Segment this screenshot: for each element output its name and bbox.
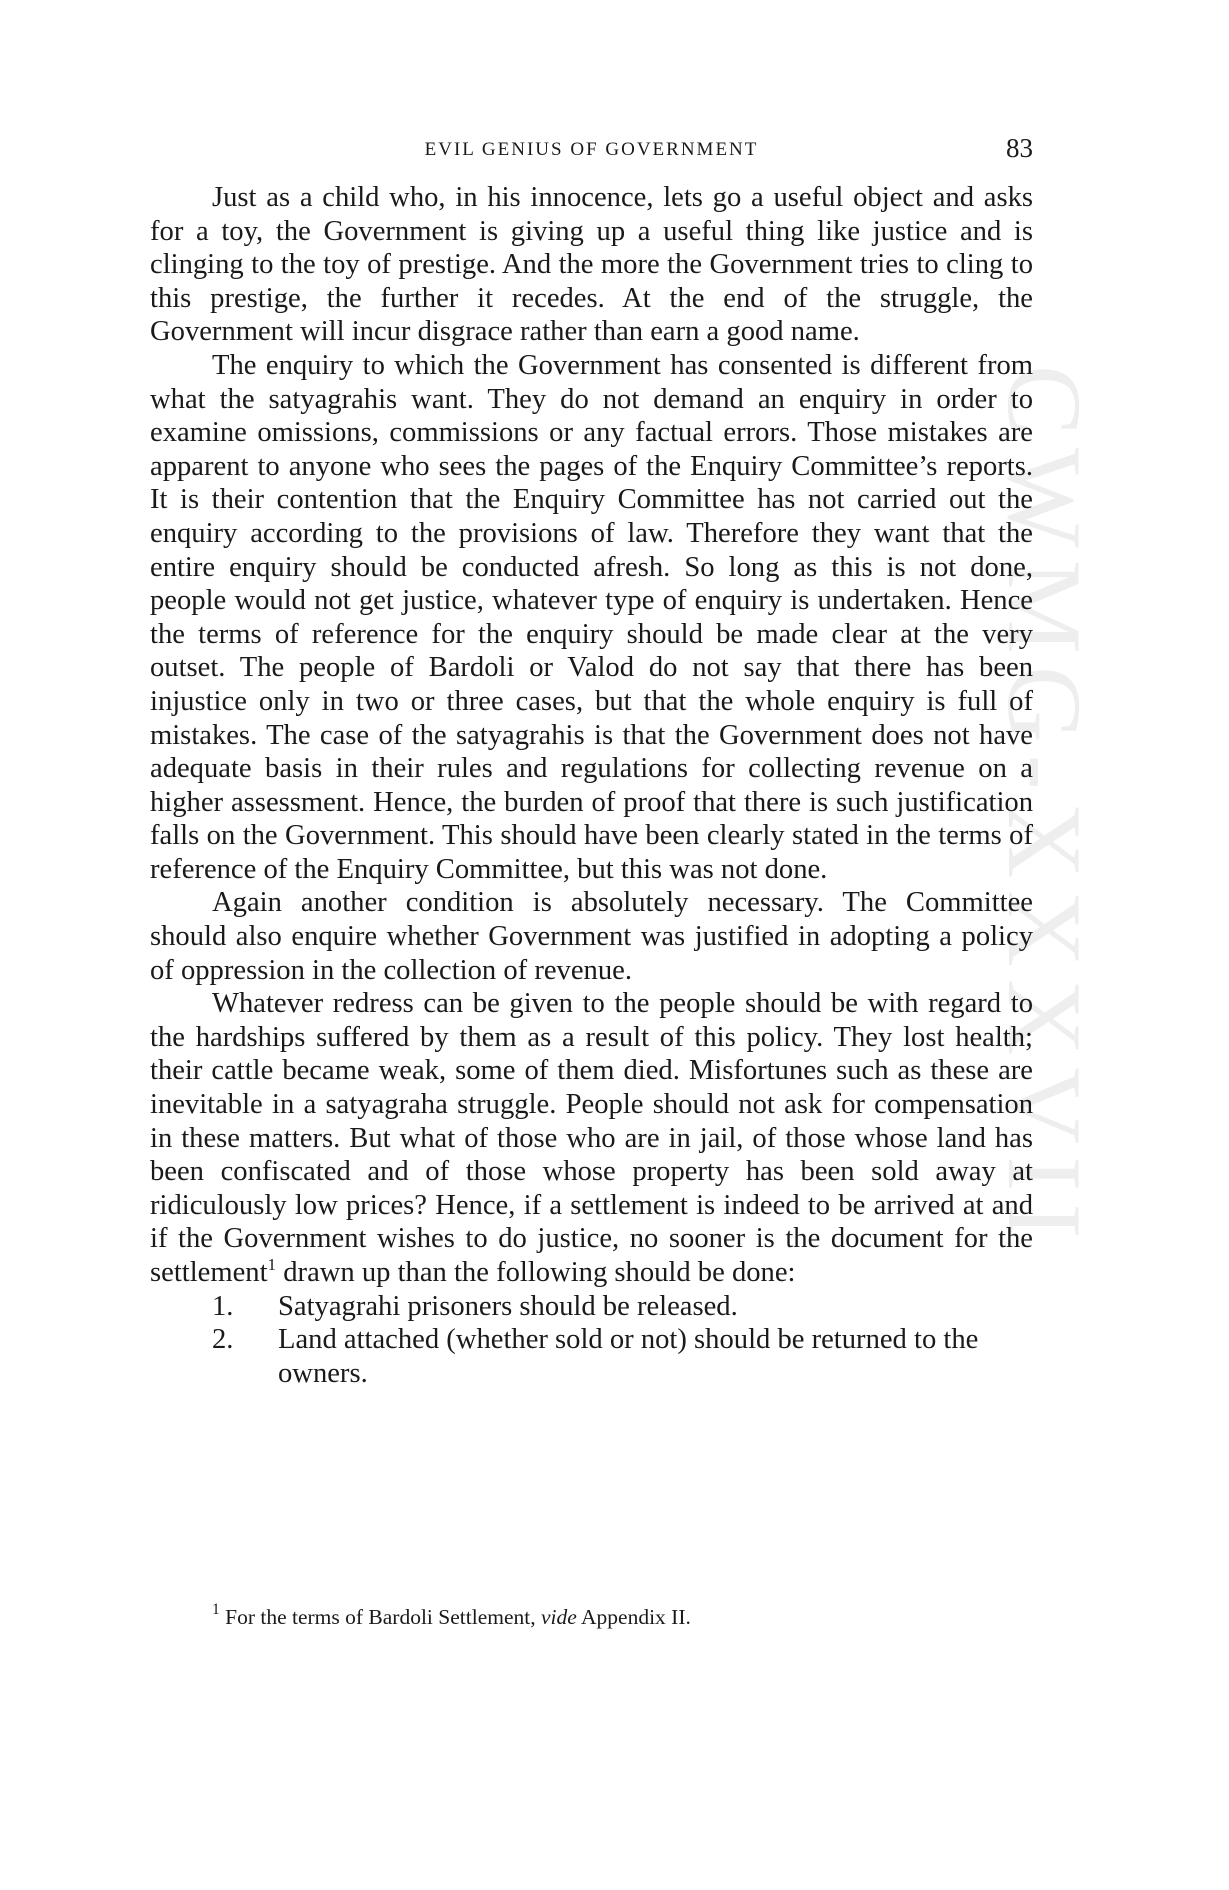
footnote-text-end: Appendix II.: [576, 1605, 691, 1629]
watermark-text: CWMG-XXXVII: [986, 365, 1103, 1251]
list-item: [150, 1290, 1033, 1324]
paragraph-1: Just as a child who, in his innocence, lets go a useful object and asks for a toy, the Government is giving up a useful thing like justice and is clinging to the toy of prestige. And the more the Government tries to cling to this prestige, the further it recedes. At the end of the struggle, the Government will incur disgrace rather than earn a good name.: [150, 182, 1033, 348]
running-title: EVIL GENIUS OF GOVERNMENT: [424, 139, 759, 160]
list-item-text: Satyagrahi prisoners should be released.: [278, 1290, 738, 1322]
body-text: [150, 181, 1033, 1390]
list-item-text: Land attached (whether sold or not) should be returned to the owners.: [278, 1324, 979, 1389]
page-number: 83: [1006, 133, 1033, 163]
list-item-number: 2.: [212, 1324, 234, 1356]
page-header: [150, 133, 1033, 173]
footnote-text: For the terms of Bardoli Settlement,: [219, 1605, 541, 1629]
paragraph-4-text: Whatever redress can be given to the people should be with regard to the hardships suffered by them as a result of this policy. They lost health; their cattle became weak, some of them died. Misfortunes such as these are inevitable in a satyagraha struggle. People should not ask for compensation in these matters. But what of those who are in jail, of those whose land has been confiscated and of those whose property has been sold away at ridiculously low prices? Hence, if a settlement is indeed to be arrived at and if the Government wishes to do justice, no sooner is the document for the settlement: [150, 988, 1033, 1288]
footnote: [212, 1600, 1032, 1631]
paragraph-3: Again another condition is absolutely necessary. The Committee should also enquire whether Government was justified in adopting a policy of oppression in the collection of revenue.: [150, 887, 1033, 986]
footnote-italic: vide: [541, 1605, 577, 1629]
paragraph-4: [150, 987, 1033, 1289]
list-item: [150, 1323, 1033, 1390]
paragraph-2: The enquiry to which the Government has consented is different from what the satyagrahis want. They do not demand an enquiry in order to examine omissions, commissions or any factual errors. Those mistakes are apparent to anyone who sees the pages of the Enquiry Committee’s reports. It is their contention that the Enquiry Committee has not carried out the enquiry according to the provisions of law. Therefore they want that the entire enquiry should be conducted afresh. So long as this is not done, people would not get justice, whatever type of enquiry is undertaken. Hence the terms of reference for the enquiry should be made clear at the very outset. The people of Bardoli or Valod do not say that there has been injustice only in two or three cases, but that the whole enquiry is full of mistakes. The case of the satyagrahis is that the Government does not have adequate basis in their rules and regulations for collecting revenue on a higher assessment. Hence, the burden of proof that there is such justification falls on the Government. This should have been clearly stated in the terms of reference of the Enquiry Committee, but this was not done.: [150, 349, 1033, 885]
footnote-reference: 1: [267, 1254, 277, 1274]
conditions-list: [150, 1290, 1033, 1391]
footnote-mark: 1: [212, 1600, 220, 1618]
list-item-number: 1.: [212, 1290, 234, 1322]
paragraph-4-text-end: drawn up than the following should be done:: [276, 1257, 796, 1288]
